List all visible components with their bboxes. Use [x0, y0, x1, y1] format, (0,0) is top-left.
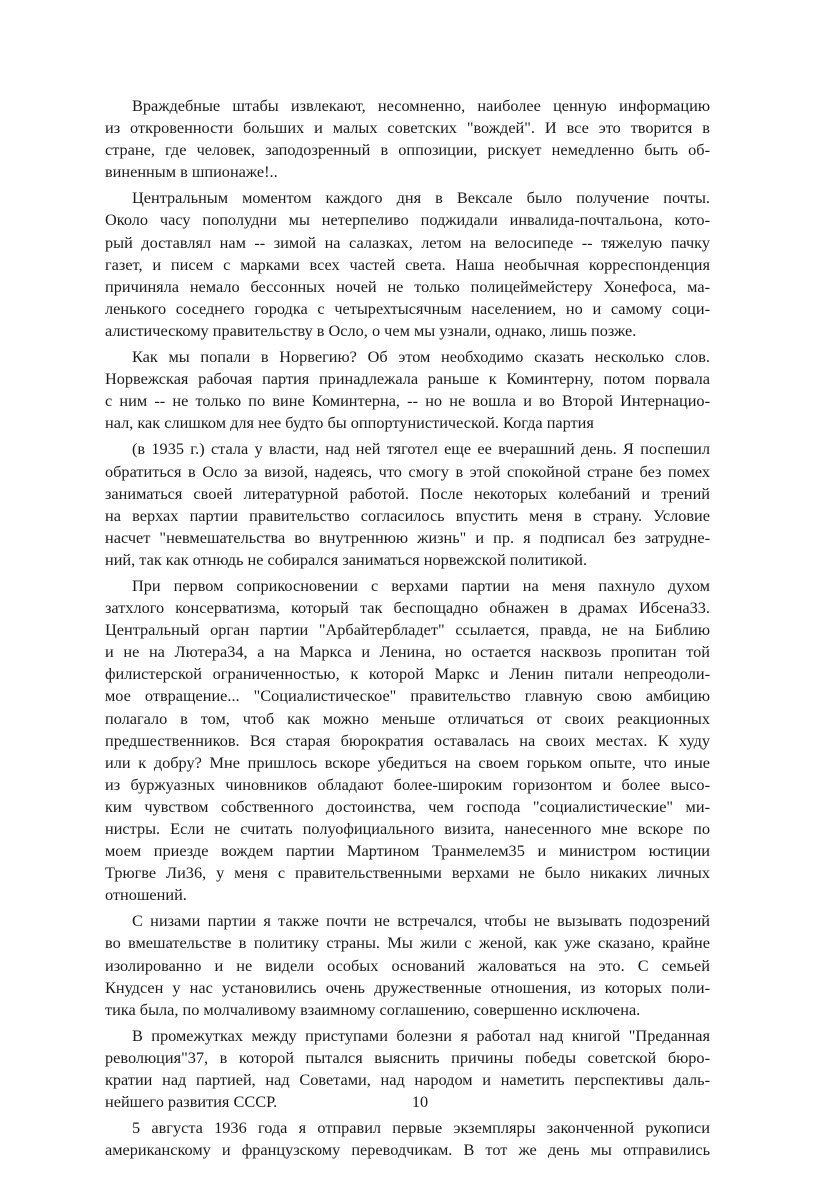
text-line: нейшего развития СССР.	[105, 1092, 278, 1112]
text-line: Норвежская рабочая партия принадлежала раньше к Коминтерну, потом порвала	[105, 369, 710, 389]
page-number: 10	[411, 1092, 429, 1111]
paragraph	[105, 95, 710, 183]
text-line: виненным в шпионаже!..	[105, 162, 278, 182]
page-body	[105, 95, 710, 1165]
text-line: рый доставлял нам -- зимой на салазках, летом на велосипеде -- тяжелую пачку	[105, 232, 710, 252]
text-line: предшественников. Вся старая бюрократия оставалась на своих местах. К худу	[105, 730, 710, 750]
text-line: ленького соседнего городка с четырехтысячным населением, но и самому соци-	[105, 298, 710, 318]
text-line: изолированно и не видели особых оснований жаловаться на это. С семьей	[105, 955, 710, 975]
text-line: При первом соприкосновении с верхами партии на меня пахнуло духом	[132, 575, 710, 595]
paragraph	[105, 438, 710, 571]
text-line: на верхах партии правительство согласилось впустить меня в страну. Условие	[105, 505, 710, 525]
text-line: Около часу пополудни мы нетерпеливо поджидали инвалида-почтальона, кото-	[105, 210, 710, 230]
text-line: заниматься своей литературной работой. После некоторых колебаний и трений	[105, 483, 710, 503]
text-line: революция"37, в которой пытался выяснить причины победы советской бюро-	[105, 1047, 710, 1067]
text-line: Трюгве Ли36, у меня с правительственными верхами не было никаких личных	[105, 863, 710, 883]
text-line: затхлого консерватизма, который так беспощадно обнажен в драмах Ибсена33.	[105, 598, 710, 618]
text-line: обратиться в Осло за визой, надеясь, что смогу в этой спокойной стране без помех	[105, 461, 710, 481]
text-line: во вмешательстве в политику страны. Мы жили с женой, как уже сказано, крайне	[105, 933, 710, 953]
text-line: С низами партии я также почти не встречался, чтобы не вызывать подозрений	[132, 911, 710, 931]
text-line: Кнудсен у нас установились очень дружественные отношения, из которых поли-	[105, 977, 710, 997]
text-line: ким чувством собственного достоинства, чем господа "социалистические" ми-	[105, 796, 710, 816]
text-line: или к добру? Мне пришлось вскоре убедиться на своем горьком опыте, что иные	[105, 752, 710, 772]
text-line: отношений.	[105, 885, 187, 905]
text-line: мое отвращение... "Социалистическое" правительство главную свою амбицию	[105, 686, 710, 706]
text-line: из откровенности больших и малых советских "вождей". И все это творится в	[105, 118, 710, 138]
paragraph	[105, 187, 710, 342]
text-line: моем приезде вождем партии Мартином Транмелем35 и министром юстиции	[105, 841, 710, 861]
text-line: насчет "невмешательства во внутреннюю жизнь" и пр. я подписал без затрудне-	[105, 527, 710, 547]
text-line: алистическому правительству в Осло, о чем мы узнали, однако, лишь позже.	[105, 320, 637, 340]
text-line: Центральный орган партии "Арбайтербладет" ссылается, правда, не на Библию	[105, 620, 710, 640]
paragraph	[105, 575, 710, 906]
text-line: кратии над партией, над Советами, над народом и наметить перспективы даль-	[105, 1070, 710, 1090]
paragraph	[105, 1117, 710, 1161]
text-line: и не на Лютера34, а на Маркса и Ленина, но остается насквозь пропитан той	[105, 642, 710, 662]
text-line: Как мы попали в Норвегию? Об этом необходимо сказать несколько слов.	[132, 347, 710, 367]
text-line: газет, и писем с марками всех частей света. Наша необычная корреспонденция	[105, 254, 710, 274]
text-line: американскому и французскому переводчикам. В тот же день мы отправились	[105, 1140, 710, 1160]
text-line: с ним -- не только по вине Коминтерна, -- но не вошла и во Второй Интернацио-	[105, 391, 710, 411]
paragraph	[105, 910, 710, 1020]
paragraph	[105, 346, 710, 434]
text-line: стране, где человек, заподозренный в оппозиции, рискует немедленно быть об-	[105, 140, 710, 160]
text-line: нистры. Если не считать полуофициального визита, нанесенного мне вскоре по	[105, 819, 710, 838]
text-line: из буржуазных чиновников обладают более-широким горизонтом и более высо-	[105, 774, 710, 794]
text-line: (в 1935 г.) стала у власти, над ней тяготел еще ее вчерашний день. Я поспешил	[132, 439, 710, 459]
text-line: ний, так как отнюдь не собирался заниматься норвежской политикой.	[105, 549, 588, 569]
text-line: филистерской ограниченностью, к которой Маркс и Ленин питали непреодоли-	[105, 664, 710, 684]
text-line: тика была, по молчаливому взаимному соглашению, совершенно исключена.	[105, 999, 641, 1019]
text-line: В промежутках между приступами болезни я работал над книгой "Преданная	[132, 1025, 710, 1045]
text-line: полагало в том, чтоб как можно меньше отличаться от своих реакционных	[105, 708, 710, 728]
text-line: нал, как слишком для нее будто бы оппортунистической. Когда партия	[105, 413, 594, 433]
text-line: Враждебные штабы извлекают, несомненно, наиболее ценную информацию	[132, 96, 710, 115]
text-line: Центральным моментом каждого дня в Вексале было получение почты.	[132, 188, 710, 208]
text-line: причиняла немало бессонных ночей не только полицеймейстеру Хонефоса, ма-	[105, 276, 710, 296]
text-line: 5 августа 1936 года я отправил первые экземпляры законченной рукописи	[132, 1118, 710, 1138]
